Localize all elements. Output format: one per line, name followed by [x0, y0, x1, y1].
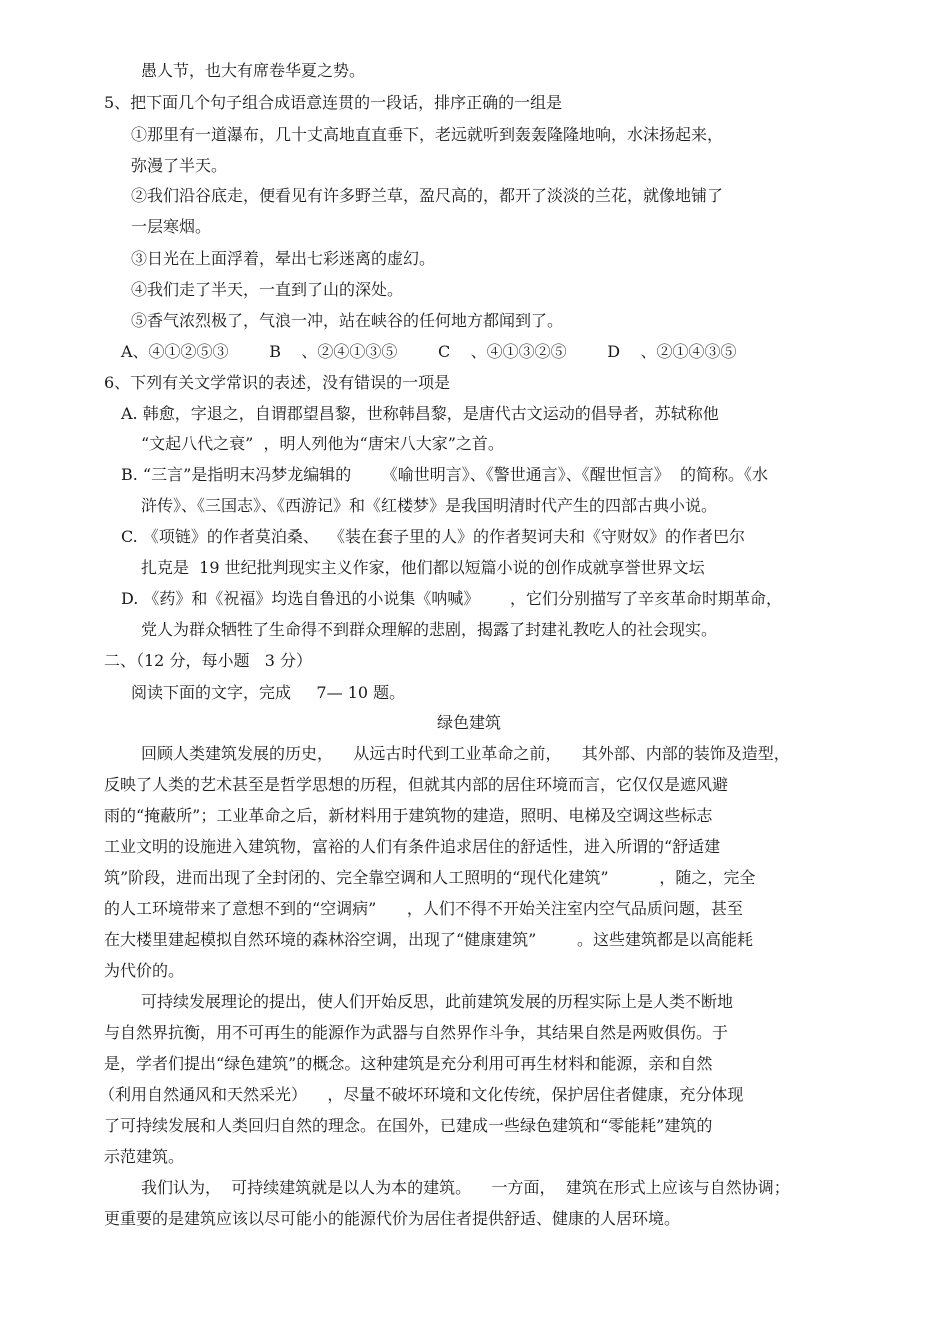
q6-option-a-cont: “文起八代之衰” ，明人列他为“唐宋八大家”之首。	[141, 434, 504, 453]
passage-p2-line4: （利用自然通风和天然采光） ，尽量不破坏环境和文化传统，保护居住者健康，充分体现	[99, 1085, 744, 1104]
q6-option-d-cont: 党人为群众牺牲了生命得不到群众理解的悲剧，揭露了封建礼教吃人的社会现实。	[141, 620, 718, 639]
passage-p1-line2: 反映了人类的艺术甚至是哲学思想的历程，但就其内部的居住环境而言，它仅仅是遮风避	[104, 775, 729, 794]
passage-p2-line3: 是，学者们提出“绿色建筑”的概念。这种建筑是充分利用可再生材料和能源，亲和自然	[104, 1054, 713, 1073]
passage-p2-line5: 了可持续发展和人类回归自然的理念。在国外，已建成一些绿色建筑和“零能耗”建筑的	[104, 1116, 713, 1135]
q5-sentence-2: ②我们沿谷底走，便看见有许多野兰草，盈尺高的，都开了淡淡的兰花，就像地铺了	[131, 186, 724, 205]
passage-p2-line2: 与自然界抗衡，用不可再生的能源作为武器与自然界作斗争，其结果自然是两败俱伤。于	[104, 1023, 729, 1042]
passage-p1-line3: 雨的“掩蔽所”；工业革命之后，新材料用于建筑物的建造，照明、电梯及空调这些标志	[104, 806, 713, 825]
q6-option-a: A. 韩愈，字退之，自谓郡望昌黎，世称韩昌黎，是唐代古文运动的倡导者，苏轼称他	[121, 404, 719, 423]
passage-p1-line8: 为代价的。	[104, 961, 185, 980]
q5-sentence-2-cont: 一层寒烟。	[131, 217, 212, 236]
passage-p1-line5: 筑”阶段，进而出现了全封闭的、完全靠空调和人工照明的“现代化建筑” ，随之，完全	[104, 868, 756, 887]
question-6-stem: 6、下列有关文学常识的表述，没有错误的一项是	[104, 373, 451, 392]
q5-options: A、④①②⑤③ B 、②④①③⑤ C 、④①③②⑤ D 、②①④③⑤	[121, 342, 737, 361]
passage-p1-line6: 的人工环境带来了意想不到的“空调病” ，人们不得不开始关注室内空气品质问题，甚至	[104, 899, 743, 918]
q5-sentence-1-cont: 弥漫了半天。	[131, 156, 228, 175]
section-two-heading: 二、（12 分，每小题 3 分）	[104, 651, 312, 670]
q5-sentence-5: ⑤香气浓烈极了，气浪一冲，站在峡谷的任何地方都闻到了。	[131, 311, 564, 330]
q5-sentence-1: ①那里有一道瀑布，几十丈高地直直垂下，老远就听到轰轰隆隆地响，水沫扬起来，	[131, 125, 724, 144]
passage-p1-line7: 在大楼里建起模拟自然环境的森林浴空调，出现了“健康建筑” 。这些建筑都是以高能耗	[104, 930, 754, 949]
q6-option-c-cont: 扎克是 19 世纪批判现实主义作家，他们都以短篇小说的创作成就享誉世界文坛	[141, 558, 705, 577]
passage-p1-line1: 回顾人类建筑发展的历史， 从远古时代到工业革命之前， 其外部、内部的装饰及造型，	[141, 744, 790, 763]
q6-option-d: D. 《药》和《祝福》均选自鲁迅的小说集《呐喊》 ，它们分别描写了辛亥革命时期革命，	[121, 589, 782, 608]
reading-instruction: 阅读下面的文字，完成 7— 10 题。	[131, 683, 406, 702]
passage-p1-line4: 工业文明的设施进入建筑物，富裕的人们有条件追求居住的舒适性，进入所谓的“舒适建	[104, 837, 721, 856]
passage-p3-line1: 我们认为， 可持续建筑就是以人为本的建筑。 一方面， 建筑在形式上应该与自然协调；	[141, 1178, 790, 1197]
passage-p2-line6: 示范建筑。	[104, 1147, 185, 1166]
passage-p2-line1: 可持续发展理论的提出，使人们开始反思，此前建筑发展的历程实际上是人类不断地	[141, 992, 734, 1011]
q5-sentence-4: ④我们走了半天，一直到了山的深处。	[131, 280, 404, 299]
q6-option-c: C. 《项链》的作者莫泊桑、 《装在套子里的人》的作者契诃夫和《守财奴》的作者巴尔	[121, 527, 746, 546]
question-5-stem: 5、把下面几个句子组合成语意连贯的一段话，排序正确的一组是	[104, 93, 563, 112]
q5-sentence-3: ③日光在上面浮着，晕出七彩迷离的虚幻。	[131, 249, 436, 268]
q6-option-b-cont: 浒传》、《三国志》、《西游记》和《红楼梦》是我国明清时代产生的四部古典小说。	[141, 496, 718, 515]
passage-p3-line2: 更重要的是建筑应该以尽可能小的能源代价为居住者提供舒适、健康的人居环境。	[104, 1209, 681, 1228]
q6-option-b: B. “三言”是指明末冯梦龙编辑的 《喻世明言》、《警世通言》、《醒世恒言》 的简称。《水	[121, 465, 768, 484]
text-line-continuation: 愚人节，也大有席卷华夏之势。	[141, 61, 366, 80]
passage-title: 绿色建筑	[437, 713, 502, 732]
